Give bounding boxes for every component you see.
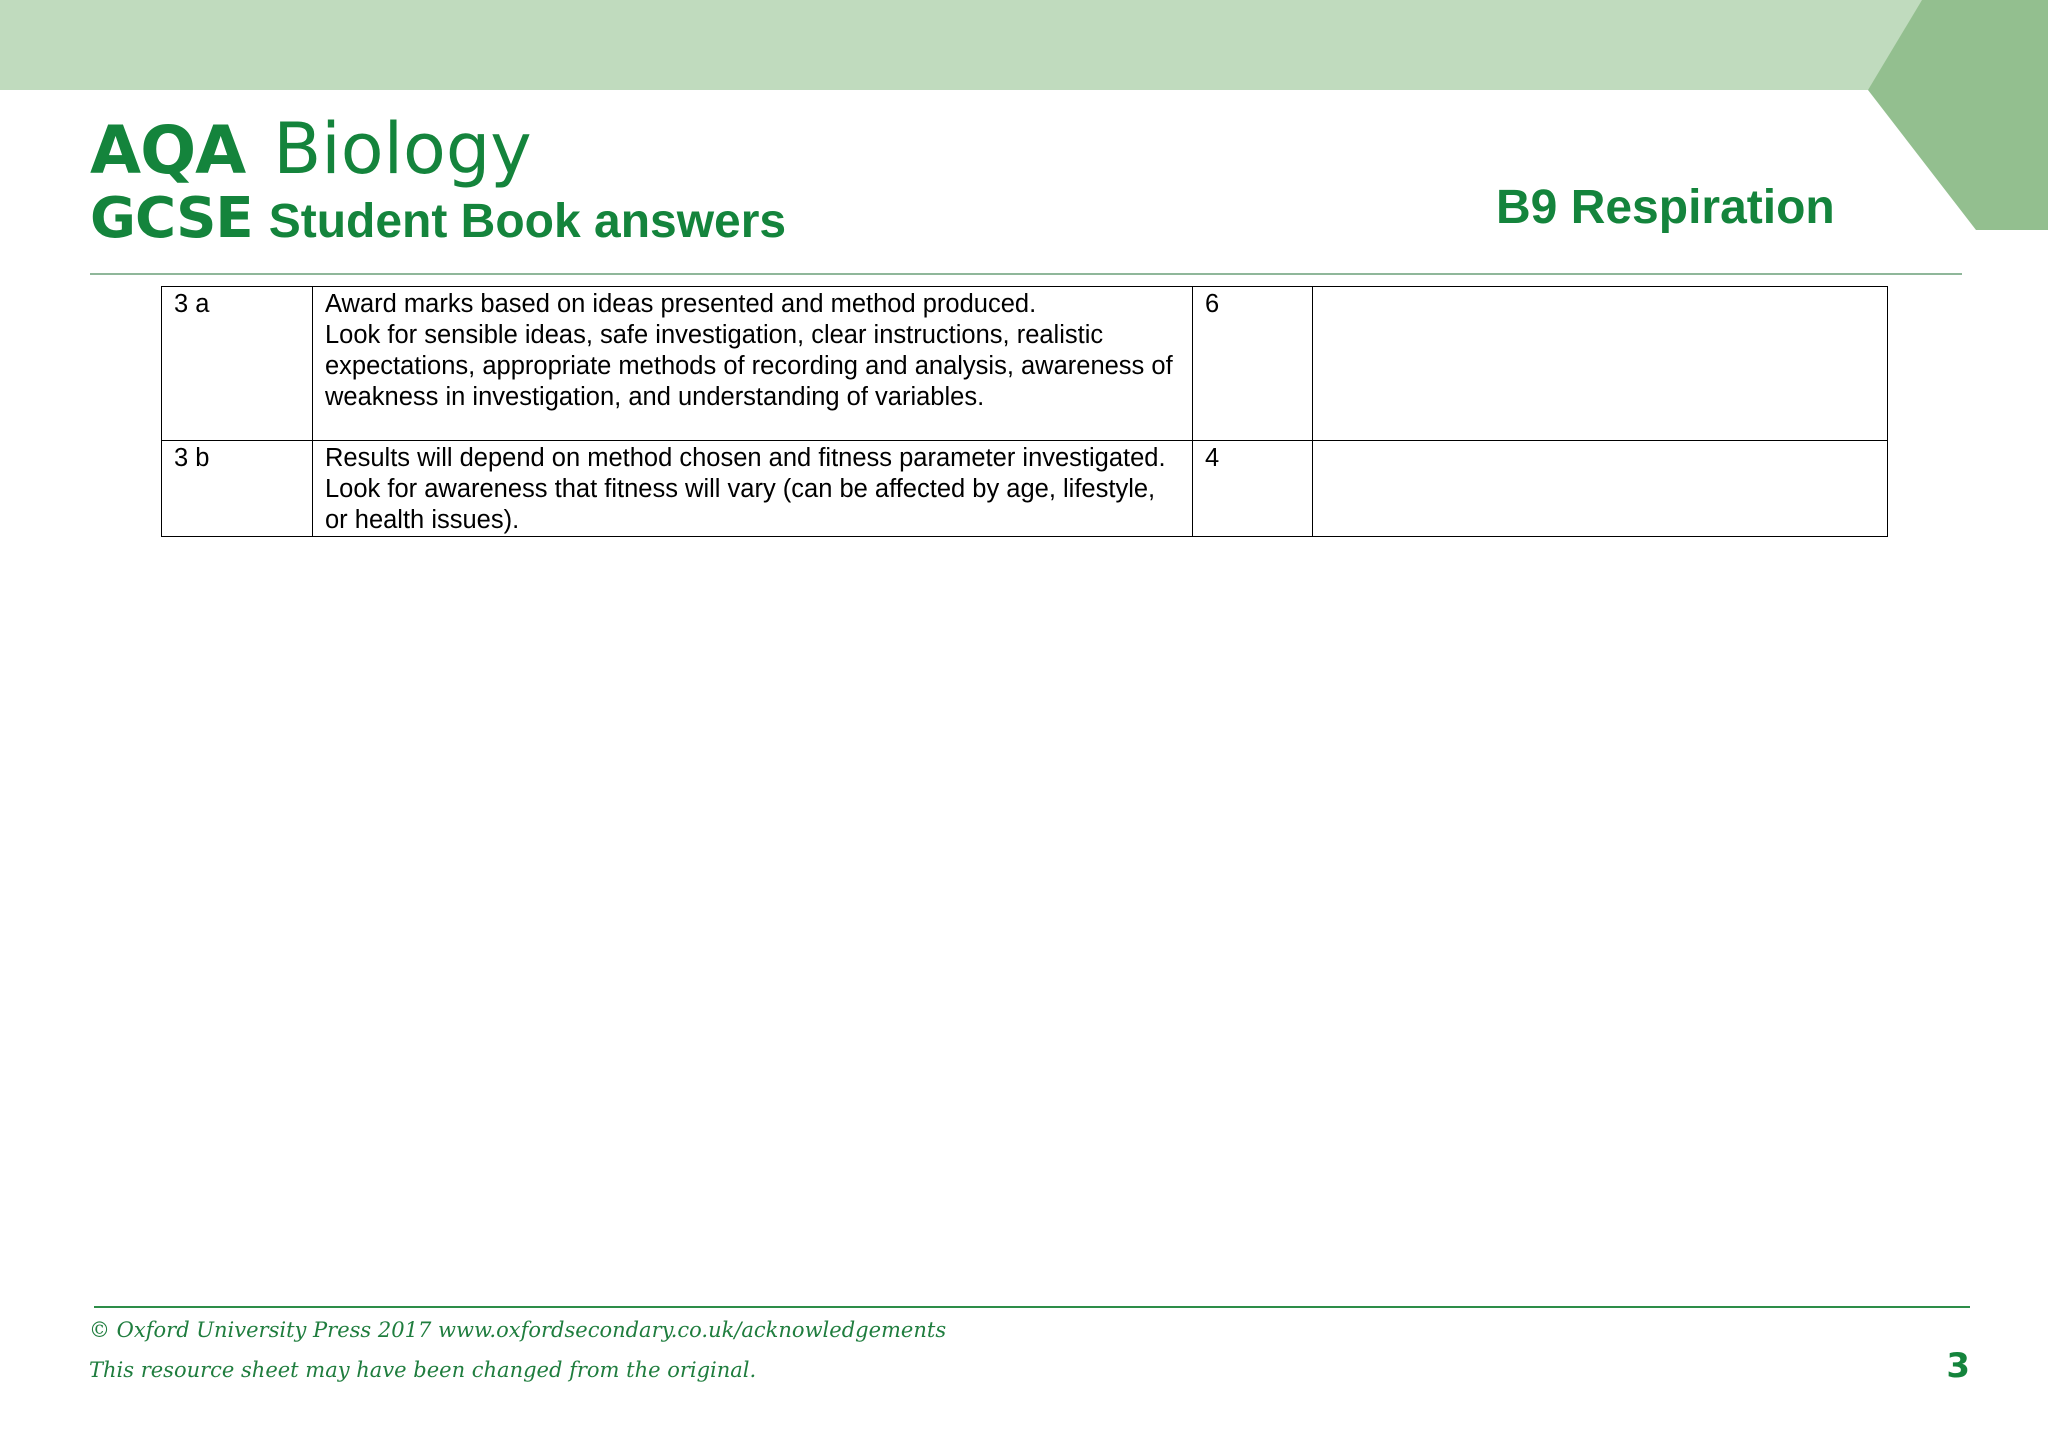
header-band [0, 0, 1930, 90]
marks-cell: 4 [1193, 441, 1313, 537]
answer-cell: Award marks based on ideas presented and method produced. Look for sensible ideas, safe investigation, clear instructions, realistic expectations, appropriate methods of recording and analysis, awareness of weakness in investigation, and understanding of variables. [313, 287, 1193, 441]
guidance-cell [1313, 287, 1888, 441]
page-number: 3 [1946, 1346, 1970, 1386]
copyright-notice: © Oxford University Press 2017 www.oxfordsecondary.co.uk/acknowledgements [89, 1318, 947, 1342]
table-row [162, 441, 1888, 537]
chapter-title: B9 Respiration [1496, 181, 1835, 234]
answer-cell: Results will depend on method chosen and fitness parameter investigated. Look for awareness that fitness will vary (can be affected by age, lifestyle, or health issues). [313, 441, 1193, 537]
answers-table [161, 286, 1888, 537]
footer-divider [94, 1306, 1970, 1308]
modification-notice: This resource sheet may have been changed from the original. [89, 1358, 757, 1382]
table-row [162, 287, 1888, 441]
question-number-cell: 3 a [162, 287, 313, 441]
logo-subtitle: Student Book answers [268, 195, 787, 248]
logo-aqa: AQA [90, 112, 246, 189]
logo-biology: Biology [273, 108, 532, 190]
marks-cell: 6 [1193, 287, 1313, 441]
logo-gcse: GCSE [90, 186, 253, 251]
guidance-cell [1313, 441, 1888, 537]
question-number-cell: 3 b [162, 441, 313, 537]
corner-decoration [1868, 0, 2048, 230]
aqa-biology-logo [90, 108, 786, 251]
header-divider [90, 273, 1962, 275]
